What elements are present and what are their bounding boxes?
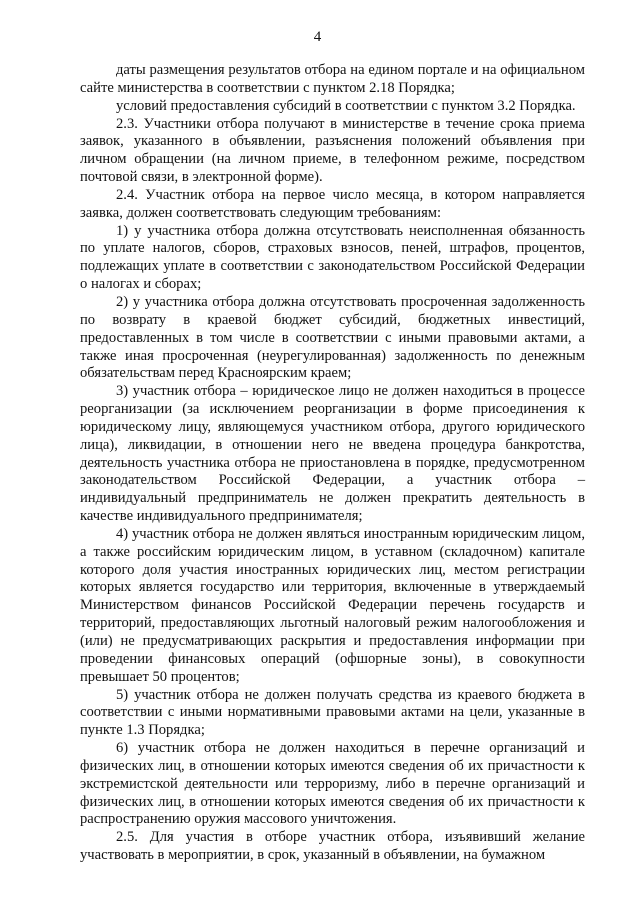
paragraph-2-4: 2.4. Участник отбора на первое число месяца, в котором направляется заявка, должен соответствовать следующим требованиям:: [80, 186, 585, 221]
paragraph-requirement-4: 4) участник отбора не должен являться иностранным юридическим лицом, а также российским юридическим лицом, в уставном (складочном) капитале которого доля участия иностранных юридических лиц, местом регистрации которых является государство или территория, включенные в утверждаемый Министерством финансов Российской Федерации перечень государств и территорий, предоставляющих льготный налоговый режим налогообложения и (или) не предусматривающих раскрытия и предоставления информации при проведении финансовых операций (офшорные зоны), в совокупности превышает 50 процентов;: [80, 525, 585, 685]
paragraph-requirement-5: 5) участник отбора не должен получать средства из краевого бюджета в соответствии с иными нормативными правовыми актами на цели, указанные в пункте 1.3 Порядка;: [80, 686, 585, 739]
document-body: [80, 62, 585, 865]
paragraph-2-3: 2.3. Участники отбора получают в министерстве в течение срока приема заявок, указанного в объявлении, разъяснения положений объявления при личном обращении (на личном приеме, в телефонном режиме, посредством почтовой связи, в электронной форме).: [80, 115, 585, 186]
paragraph-conditions: условий предоставления субсидий в соответствии с пунктом 3.2 Порядка.: [116, 97, 576, 114]
paragraph-requirement-3: 3) участник отбора – юридическое лицо не должен находиться в процессе реорганизации (за исключением реорганизации в форме присоединения к юридическому лицу, являющемуся участником отбора, другого юридического лица), ликвидации, в отношении него не введена процедура банкротства, деятельность участника отбора не приостановлена в порядке, предусмотренном законодательством Российской Федерации, а участник отбора – индивидуальный предприниматель не должен прекратить деятельность в качестве индивидуального предпринимателя;: [80, 383, 585, 525]
paragraph-requirement-6: 6) участник отбора не должен находиться в перечне организаций и физических лиц, в отношении которых имеются сведения об их причастности к экстремистской деятельности или терроризму, либо в перечне организаций и физических лиц, в отношении которых имеются сведения об их причастности к распространению оружия массового уничтожения.: [80, 740, 585, 828]
paragraph-requirement-1: 1) у участника отбора должна отсутствовать неисполненная обязанность по уплате налогов, сборов, страховых взносов, пеней, штрафов, процентов, подлежащих уплате в соответствии с законодательством Российской Федерации о налогах и сборах;: [80, 222, 585, 293]
paragraph-requirement-2: 2) у участника отбора должна отсутствовать просроченная задолженность по возврату в краевой бюджет субсидий, бюджетных инвестиций, предоставленных в том числе в соответствии с иными правовыми актами, а также иная просроченная (неурегулированная) задолженность по денежным обязательствам перед Красноярским краем;: [80, 293, 585, 382]
paragraph-dates-portal: даты размещения результатов отбора на едином портале и на официальном сайте министерства в соответствии с пунктом 2.18 Порядка;: [80, 62, 585, 96]
paragraph-2-5: 2.5. Для участия в отборе участник отбора, изъявивший желание участвовать в мероприятии, в срок, указанный в объявлении, на бумажном: [80, 829, 585, 864]
page-number: 4: [313, 29, 322, 45]
